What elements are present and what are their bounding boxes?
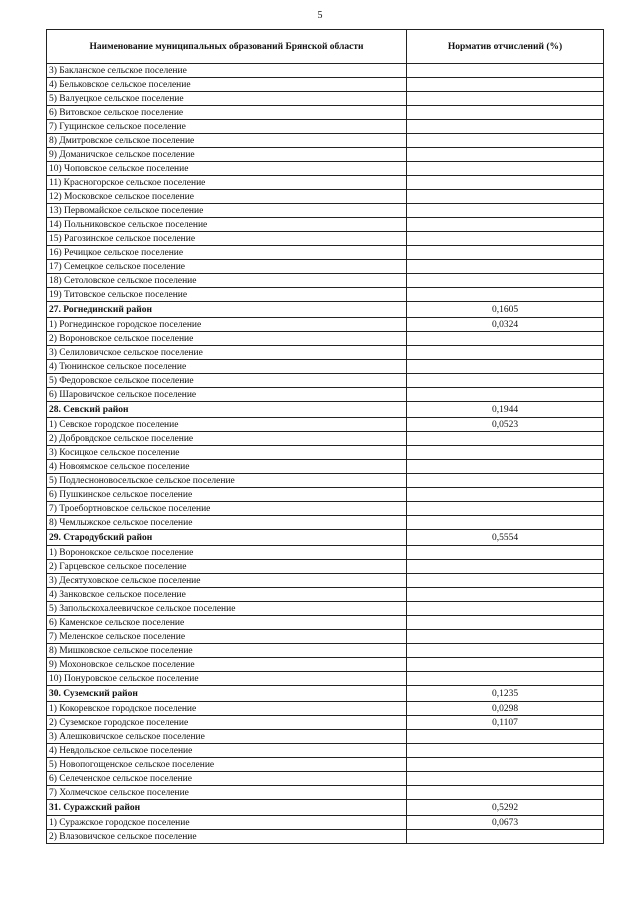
municipality-name: 15) Рагозинское сельское поселение (47, 232, 407, 246)
municipality-name: 17) Семецкое сельское поселение (47, 260, 407, 274)
normative-value (407, 190, 604, 204)
table-row (47, 120, 604, 134)
table-row (47, 702, 604, 716)
table-row (47, 176, 604, 190)
municipality-name: 1) Кокоревское городское поселение (47, 702, 407, 716)
normative-value: 0,1235 (407, 686, 604, 702)
municipality-name: 7) Троебортновское сельское поселение (47, 502, 407, 516)
normative-value (407, 830, 604, 844)
normative-value (407, 260, 604, 274)
municipality-name: 7) Холмечское сельское поселение (47, 786, 407, 800)
municipality-name: 10) Чоповское сельское поселение (47, 162, 407, 176)
municipality-name: 2) Суземское городское поселение (47, 716, 407, 730)
normative-value (407, 346, 604, 360)
municipality-name: 3) Бакланское сельское поселение (47, 64, 407, 78)
municipality-name: 13) Первомайское сельское поселение (47, 204, 407, 218)
municipality-name: 3) Алешковичское сельское поселение (47, 730, 407, 744)
table-row (47, 190, 604, 204)
municipality-name: 4) Новоямское сельское поселение (47, 460, 407, 474)
municipality-name: 5) Федоровское сельское поселение (47, 374, 407, 388)
municipality-name: 7) Гущинское сельское поселение (47, 120, 407, 134)
table-header-row (47, 30, 604, 64)
municipality-name: 9) Мохоновское сельское поселение (47, 658, 407, 672)
table-row (47, 716, 604, 730)
normative-value (407, 786, 604, 800)
municipality-name: 6) Каменское сельское поселение (47, 616, 407, 630)
municipality-name: 1) Воронокское сельское поселение (47, 546, 407, 560)
table-row (47, 672, 604, 686)
normative-value (407, 588, 604, 602)
normative-value (407, 360, 604, 374)
table-row (47, 246, 604, 260)
municipality-name: 6) Селеченское сельское поселение (47, 772, 407, 786)
table-row (47, 488, 604, 502)
normative-value: 0,1605 (407, 302, 604, 318)
normative-value (407, 672, 604, 686)
normative-value (407, 630, 604, 644)
table-row (47, 758, 604, 772)
table-row (47, 388, 604, 402)
table-row (47, 288, 604, 302)
municipality-name: 4) Бельковское сельское поселение (47, 78, 407, 92)
normative-value: 0,5554 (407, 530, 604, 546)
normative-value (407, 772, 604, 786)
normative-value (407, 744, 604, 758)
municipality-name: 18) Сетоловское сельское поселение (47, 274, 407, 288)
normative-value (407, 644, 604, 658)
table-row (47, 78, 604, 92)
table-row (47, 432, 604, 446)
normative-value (407, 162, 604, 176)
normative-value (407, 516, 604, 530)
municipality-name: 3) Десятуховское сельское поселение (47, 574, 407, 588)
normative-value (407, 758, 604, 772)
municipality-name: 3) Косицкое сельское поселение (47, 446, 407, 460)
normative-value (407, 92, 604, 106)
table-row (47, 630, 604, 644)
municipality-name: 1) Суражское городское поселение (47, 816, 407, 830)
municipality-name: 11) Красногорское сельское поселение (47, 176, 407, 190)
municipality-name: 1) Рогнединское городское поселение (47, 318, 407, 332)
district-row (47, 800, 604, 816)
normative-value (407, 218, 604, 232)
normative-value (407, 332, 604, 346)
municipality-name: 8) Мишковское сельское поселение (47, 644, 407, 658)
table-row (47, 232, 604, 246)
table-row (47, 588, 604, 602)
table-row (47, 318, 604, 332)
municipality-name: 14) Польниковское сельское поселение (47, 218, 407, 232)
table-row (47, 816, 604, 830)
normative-value (407, 546, 604, 560)
normative-value (407, 134, 604, 148)
table-row (47, 744, 604, 758)
table-row (47, 460, 604, 474)
municipality-name: 2) Добровдское сельское поселение (47, 432, 407, 446)
table-row (47, 786, 604, 800)
table-row (47, 218, 604, 232)
normative-value (407, 432, 604, 446)
normative-value (407, 574, 604, 588)
normative-value (407, 730, 604, 744)
table-row (47, 134, 604, 148)
municipality-name: 12) Московское сельское поселение (47, 190, 407, 204)
table-row (47, 92, 604, 106)
municipality-name: 8) Дмитровское сельское поселение (47, 134, 407, 148)
normative-value: 0,0673 (407, 816, 604, 830)
municipality-name: 19) Титовское сельское поселение (47, 288, 407, 302)
municipality-name: 5) Валуецкое сельское поселение (47, 92, 407, 106)
normative-value: 0,5292 (407, 800, 604, 816)
normative-value: 0,0324 (407, 318, 604, 332)
normative-value (407, 388, 604, 402)
normative-value (407, 616, 604, 630)
normative-value (407, 204, 604, 218)
municipality-name: 4) Невдольское сельское поселение (47, 744, 407, 758)
normative-value (407, 148, 604, 162)
normative-value (407, 246, 604, 260)
table-row (47, 64, 604, 78)
table-row (47, 332, 604, 346)
municipality-name: 30. Суземский район (47, 686, 407, 702)
normative-value (407, 488, 604, 502)
normative-value (407, 78, 604, 92)
normative-value (407, 64, 604, 78)
municipality-name: 31. Суражский район (47, 800, 407, 816)
table-row (47, 204, 604, 218)
header-municipality: Наименование муниципальных образований Брянской области (47, 30, 407, 64)
header-normative: Норматив отчислений (%) (407, 30, 604, 64)
page-number: 5 (317, 10, 323, 21)
table-row (47, 106, 604, 120)
normative-value (407, 474, 604, 488)
municipality-name: 28. Севский район (47, 402, 407, 418)
table-row (47, 418, 604, 432)
normative-value (407, 274, 604, 288)
municipality-name: 3) Селиловичское сельское поселение (47, 346, 407, 360)
district-row (47, 302, 604, 318)
municipality-name: 4) Тюнинское сельское поселение (47, 360, 407, 374)
table-row (47, 546, 604, 560)
table-row (47, 516, 604, 530)
table-row (47, 374, 604, 388)
table-row (47, 772, 604, 786)
municipality-name: 10) Понуровское сельское поселение (47, 672, 407, 686)
normative-value (407, 288, 604, 302)
table-row (47, 446, 604, 460)
municipality-name: 6) Пушкинское сельское поселение (47, 488, 407, 502)
normative-value (407, 120, 604, 134)
table-row (47, 148, 604, 162)
table-row (47, 602, 604, 616)
municipality-name: 29. Стародубский район (47, 530, 407, 546)
municipality-name: 1) Севское городское поселение (47, 418, 407, 432)
normative-value: 0,0523 (407, 418, 604, 432)
normative-value (407, 460, 604, 474)
table-row (47, 560, 604, 574)
table-row (47, 730, 604, 744)
municipality-name: 16) Речицкое сельское поселение (47, 246, 407, 260)
normative-value (407, 232, 604, 246)
table-row (47, 830, 604, 844)
table-row (47, 360, 604, 374)
table-body (47, 64, 604, 844)
normative-value (407, 560, 604, 574)
municipality-name: 8) Чемлыжское сельское поселение (47, 516, 407, 530)
district-row (47, 402, 604, 418)
normative-value: 0,0298 (407, 702, 604, 716)
normative-value (407, 446, 604, 460)
normative-value (407, 106, 604, 120)
normative-value (407, 176, 604, 190)
municipality-name: 2) Гарцевское сельское поселение (47, 560, 407, 574)
table-row (47, 574, 604, 588)
table-row (47, 644, 604, 658)
normatives-table (46, 29, 604, 844)
normative-value: 0,1107 (407, 716, 604, 730)
municipality-name: 5) Подлесноновосельское сельское поселение (47, 474, 407, 488)
normative-value (407, 658, 604, 672)
normative-value (407, 502, 604, 516)
municipality-name: 5) Запольскохалеевичское сельское поселение (47, 602, 407, 616)
table-row (47, 502, 604, 516)
district-row (47, 686, 604, 702)
municipality-name: 2) Влазовичское сельское поселение (47, 830, 407, 844)
municipality-name: 7) Меленское сельское поселение (47, 630, 407, 644)
normative-value: 0,1944 (407, 402, 604, 418)
table-row (47, 658, 604, 672)
municipality-name: 4) Занковское сельское поселение (47, 588, 407, 602)
table-row (47, 616, 604, 630)
normative-value (407, 374, 604, 388)
municipality-name: 2) Вороновское сельское поселение (47, 332, 407, 346)
municipality-name: 6) Шаровичское сельское поселение (47, 388, 407, 402)
table-row (47, 274, 604, 288)
table-row (47, 346, 604, 360)
table-row (47, 474, 604, 488)
table-row (47, 162, 604, 176)
municipality-name: 27. Рогнединский район (47, 302, 407, 318)
municipality-name: 9) Доманичское сельское поселение (47, 148, 407, 162)
municipality-name: 5) Новопогощенское сельское поселение (47, 758, 407, 772)
normative-value (407, 602, 604, 616)
municipality-name: 6) Витовское сельское поселение (47, 106, 407, 120)
district-row (47, 530, 604, 546)
table-row (47, 260, 604, 274)
